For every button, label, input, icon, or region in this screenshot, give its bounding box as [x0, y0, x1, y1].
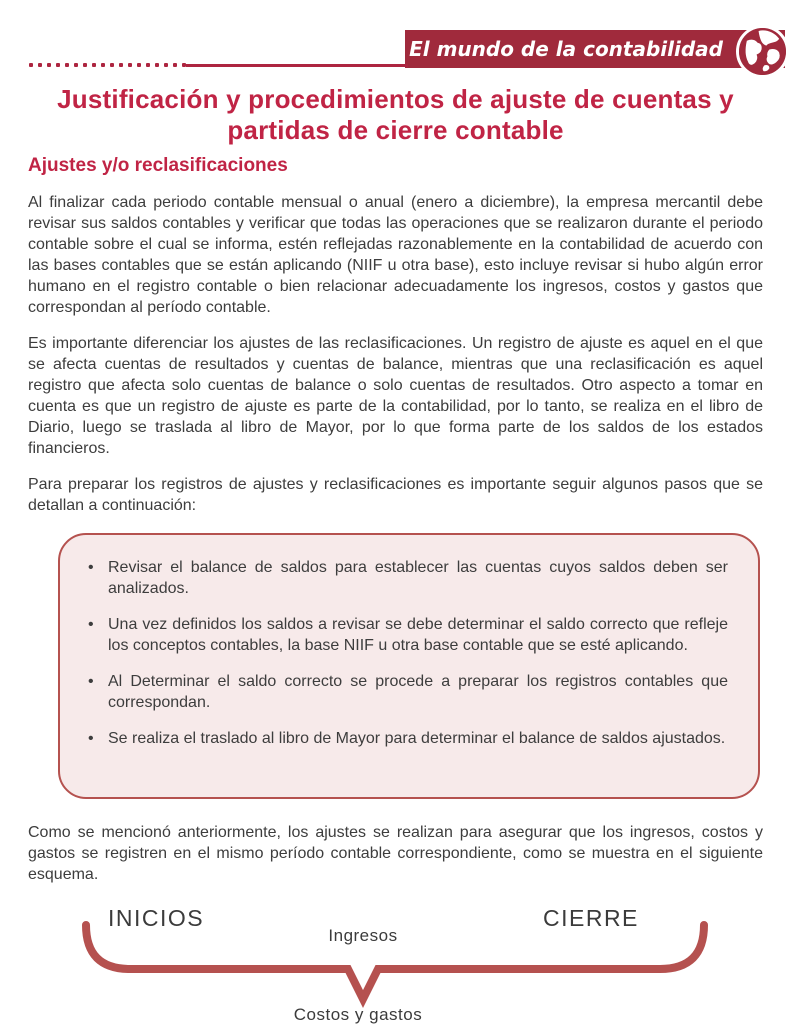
- list-item: • Una vez definidos los saldos a revisar se debe determinar el saldo correcto que refleje los conceptos contables, la base NIIF u otra base contable que se esté aplicando.: [82, 614, 728, 656]
- paragraph-difference: Es importante diferenciar los ajustes de las reclasificaciones. Un registro de ajuste es aquel en el que se afecta cuentas de resultados y cuentas de balance, mientras que una reclasificación es aquel registro que afecta solo cuentas de balance o solo cuentas de resultados. Otro aspecto a tomar en cuenta es que un registro de ajuste es parte de la contabilidad, por lo tanto, se realiza en el libro de Diario, luego se traslada al libro de Mayor, por lo que forma parte de los saldos de los estados financieros.: [28, 335, 763, 457]
- diagram-label-costos: Costos y gastos: [293, 1005, 423, 1024]
- steps-list: [82, 557, 728, 749]
- diagram-label-ingresos: Ingresos: [328, 926, 398, 945]
- steps-callout-box: [58, 533, 760, 799]
- period-diagram: [28, 901, 763, 1024]
- list-item: • Se realiza el traslado al libro de Mayor para determinar el balance de saldos ajustados.: [82, 728, 728, 749]
- diagram-label-inicios: INICIOS: [108, 905, 205, 931]
- bracket-shape: [80, 921, 710, 1011]
- list-item: • Revisar el balance de saldos para establecer las cuentas cuyos saldos deben ser analizados.: [82, 557, 728, 599]
- section-subtitle: Ajustes y/o reclasificaciones: [28, 155, 288, 176]
- paragraph-steps-lead: Para preparar los registros de ajustes y reclasificaciones es importante seguir algunos pasos que se detallan a continuación:: [28, 476, 763, 514]
- paragraph-intro: Al finalizar cada periodo contable mensual o anual (enero a diciembre), la empresa mercantil debe revisar sus saldos contables y verificar que todas las operaciones que se realizaron durante el periodo contable sobre el cual se informa, estén reflejadas razonablemente en la contabilidad de acuerdo con las bases contables que se están aplicando (NIIF u otra base), esto incluye revisar si hubo algún error humano en el registro contable o bien relacionar adecuadamente los ingresos, costos y gastos que correspondan al período contable.: [28, 194, 763, 316]
- banner-title: El mundo de la contabilidad: [409, 37, 723, 61]
- list-item: • Al Determinar el saldo correcto se procede a preparar los registros contables que correspondan.: [82, 671, 728, 713]
- diagram-label-cierre: CIERRE: [543, 905, 639, 931]
- paragraph-closing: Como se mencionó anteriormente, los ajustes se realizan para asegurar que los ingresos, costos y gastos se registren en el mismo período contable correspondiente, como se muestra en el siguiente esquema.: [28, 824, 763, 883]
- page-title: Justificación y procedimientos de ajuste de cuentas y partidas de cierre contable: [57, 84, 734, 145]
